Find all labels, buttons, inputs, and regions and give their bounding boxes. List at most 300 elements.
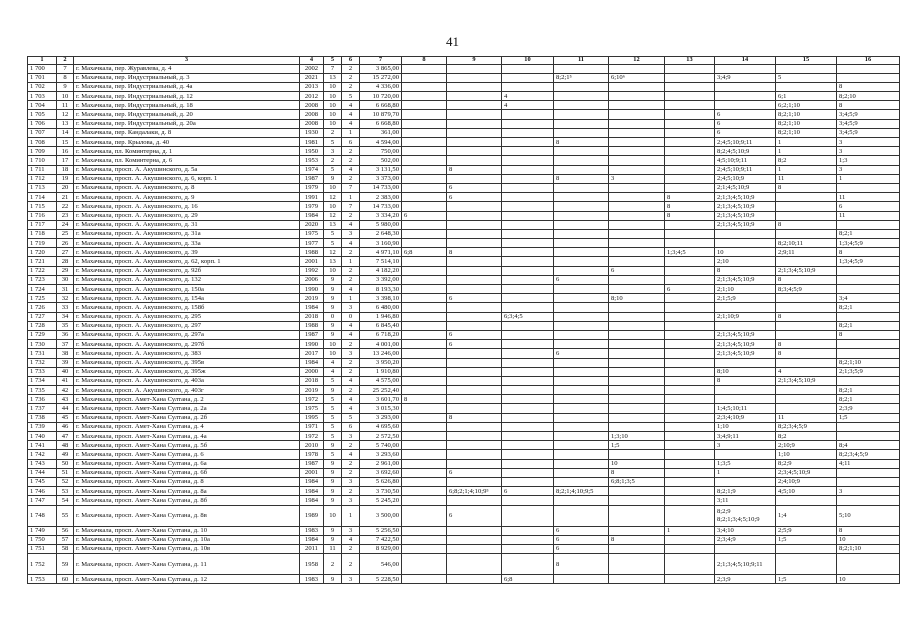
- table-cell-col-14: [715, 82, 776, 91]
- table-cell-col-1: 1 711: [28, 165, 57, 174]
- table-cell-col-7: 3 293,00: [360, 413, 402, 422]
- table-cell-col-14: [715, 64, 776, 73]
- table-cell-col-6: 2: [342, 487, 360, 496]
- table-cell-col-6: 0: [342, 312, 360, 321]
- table-cell-col-1: 1 748: [28, 505, 57, 526]
- table-cell-col-7: 4 001,00: [360, 340, 402, 349]
- header-row: [28, 57, 900, 65]
- table-cell-col-13: [665, 376, 715, 385]
- table-cell-col-16: 3;4: [837, 294, 900, 303]
- table-cell-col-15: 8;2: [776, 432, 837, 441]
- table-cell-col-2: 10: [57, 92, 74, 101]
- table-cell-col-2: 12: [57, 110, 74, 119]
- table-cell-col-13: [665, 496, 715, 505]
- table-cell-col-2: 57: [57, 535, 74, 544]
- table-cell-col-5: 9: [324, 459, 342, 468]
- table-row: [28, 544, 900, 553]
- table-cell-col-14: 3;4;9: [715, 73, 776, 82]
- table-cell-col-7: 750,00: [360, 147, 402, 156]
- table-cell-col-12: [609, 275, 665, 284]
- table-cell-col-10: [502, 82, 554, 91]
- table-cell-col-16: 8: [837, 82, 900, 91]
- table-cell-col-5: 3: [324, 147, 342, 156]
- table-cell-col-13: 1;3;4;5: [665, 248, 715, 257]
- table-cell-col-13: [665, 73, 715, 82]
- table-cell-col-12: [609, 183, 665, 192]
- table-cell-col-3: г. Махачкала, просп. А. Акушинского, д. 150а: [74, 285, 300, 294]
- table-cell-col-12: [609, 165, 665, 174]
- table-cell-col-8: [402, 358, 447, 367]
- table-cell-col-3: г. Махачкала, просп. Амет-Хана Султана, д. 4а: [74, 432, 300, 441]
- table-cell-col-2: 9: [57, 82, 74, 91]
- table-row: [28, 468, 900, 477]
- table-cell-col-15: [776, 64, 837, 73]
- table-cell-col-7: 3 601,70: [360, 395, 402, 404]
- table-cell-col-16: 3: [837, 165, 900, 174]
- table-cell-col-1: 1 720: [28, 248, 57, 257]
- table-cell-col-2: 35: [57, 321, 74, 330]
- table-cell-col-3: г. Махачкала, просп. Амет-Хана Султана, д. 4: [74, 422, 300, 431]
- table-cell-col-8: [402, 450, 447, 459]
- table-cell-col-4: 2017: [300, 349, 324, 358]
- table-row: [28, 128, 900, 137]
- table-cell-col-15: 2;4;10;9: [776, 477, 837, 486]
- table-cell-col-7: 5 980,00: [360, 220, 402, 229]
- table-cell-col-3: г. Махачкала, просп. Амет-Хана Султана, д. 10в: [74, 544, 300, 553]
- table-cell-col-14: 2;1;10;9: [715, 312, 776, 321]
- table-cell-col-16: 8: [837, 101, 900, 110]
- table-cell-col-16: 8;2;1: [837, 229, 900, 238]
- table-cell-col-4: 1974: [300, 165, 324, 174]
- table-cell-col-10: [502, 248, 554, 257]
- table-cell-col-3: г. Махачкала, просп. А. Акушинского, д. 403г: [74, 386, 300, 395]
- table-cell-col-4: 1987: [300, 459, 324, 468]
- table-cell-col-5: 10: [324, 349, 342, 358]
- table-cell-col-8: [402, 321, 447, 330]
- table-cell-col-7: 6 718,20: [360, 330, 402, 339]
- table-cell-col-14: 8: [715, 266, 776, 275]
- table-row: [28, 367, 900, 376]
- table-cell-col-14: 2;1;3;4;5;10;9: [715, 202, 776, 211]
- table-cell-col-7: 3 500,00: [360, 505, 402, 526]
- table-cell-col-16: 6: [837, 202, 900, 211]
- table-cell-col-4: 1983: [300, 526, 324, 535]
- table-cell-col-7: 4 182,20: [360, 266, 402, 275]
- table-cell-col-8: [402, 229, 447, 238]
- table-cell-col-12: [609, 229, 665, 238]
- table-cell-col-4: 1987: [300, 174, 324, 183]
- table-cell-col-1: 1 725: [28, 294, 57, 303]
- table-cell-col-8: [402, 376, 447, 385]
- table-cell-col-15: 8;2;1;10: [776, 110, 837, 119]
- table-cell-col-8: [402, 544, 447, 553]
- table-cell-col-16: 2;1;3;5;9: [837, 367, 900, 376]
- table-cell-col-15: [776, 294, 837, 303]
- table-cell-col-2: 48: [57, 441, 74, 450]
- table-row: [28, 156, 900, 165]
- table-cell-col-6: 6: [342, 138, 360, 147]
- table-cell-col-16: 8;2;1: [837, 303, 900, 312]
- table-cell-col-9: [447, 266, 502, 275]
- table-cell-col-5: 9: [324, 294, 342, 303]
- table-cell-col-8: [402, 239, 447, 248]
- table-cell-col-5: 9: [324, 303, 342, 312]
- table-cell-col-2: 17: [57, 156, 74, 165]
- table-cell-col-3: г. Махачкала, просп. А. Акушинского, д. 297б: [74, 340, 300, 349]
- table-cell-col-15: [776, 395, 837, 404]
- table-cell-col-7: 1 946,80: [360, 312, 402, 321]
- table-cell-col-12: [609, 147, 665, 156]
- table-cell-col-15: [776, 303, 837, 312]
- table-cell-col-15: 8;2: [776, 156, 837, 165]
- table-cell-col-1: 1 747: [28, 496, 57, 505]
- table-cell-col-14: 4;5;10;9;11: [715, 156, 776, 165]
- table-cell-col-16: 5;10: [837, 505, 900, 526]
- table-cell-col-8: [402, 477, 447, 486]
- table-cell-col-16: 1;5: [837, 413, 900, 422]
- table-cell-col-1: 1 710: [28, 156, 57, 165]
- table-cell-col-2: 28: [57, 257, 74, 266]
- table-cell-col-9: [447, 450, 502, 459]
- table-cell-col-7: 10 720,00: [360, 92, 402, 101]
- table-cell-col-10: [502, 193, 554, 202]
- table-row: [28, 193, 900, 202]
- table-cell-col-16: [837, 183, 900, 192]
- table-cell-col-2: 19: [57, 174, 74, 183]
- table-cell-col-13: [665, 535, 715, 544]
- table-cell-col-5: 10: [324, 505, 342, 526]
- table-cell-col-15: 1;4: [776, 505, 837, 526]
- table-cell-col-6: 2: [342, 156, 360, 165]
- table-cell-col-8: [402, 404, 447, 413]
- table-cell-col-3: г. Махачкала, просп. Амет-Хана Султана, д. 2: [74, 395, 300, 404]
- table-cell-col-5: 9: [324, 575, 342, 584]
- table-cell-col-12: [609, 575, 665, 584]
- table-cell-col-4: 2008: [300, 110, 324, 119]
- table-cell-col-4: 2006: [300, 275, 324, 284]
- table-cell-col-6: 4: [342, 395, 360, 404]
- table-cell-col-14-extra: 8;2;1;3;4;5;10;9: [717, 515, 760, 523]
- column-header-6: 6: [342, 57, 360, 65]
- table-cell-col-13: [665, 92, 715, 101]
- table-cell-col-2: 18: [57, 165, 74, 174]
- table-cell-col-15: 1: [776, 147, 837, 156]
- table-cell-col-1: 1 718: [28, 229, 57, 238]
- table-cell-col-15: 1;5: [776, 535, 837, 544]
- table-row: [28, 239, 900, 248]
- table-cell-col-6: 2: [342, 275, 360, 284]
- table-cell-col-12: [609, 128, 665, 137]
- table-cell-col-4: 2021: [300, 73, 324, 82]
- column-header-13: 13: [665, 57, 715, 65]
- table-cell-col-11: [554, 257, 609, 266]
- table-cell-col-13: [665, 544, 715, 553]
- column-header-10: 10: [502, 57, 554, 65]
- table-cell-col-10: [502, 202, 554, 211]
- table-cell-col-8: [402, 526, 447, 535]
- table-cell-col-8: [402, 82, 447, 91]
- table-cell-col-8: [402, 128, 447, 137]
- table-cell-col-11: [554, 239, 609, 248]
- table-cell-col-15: 4: [776, 367, 837, 376]
- table-cell-col-16: 8: [837, 330, 900, 339]
- table-cell-col-5: 5: [324, 165, 342, 174]
- column-header-15: 15: [776, 57, 837, 65]
- table-cell-col-11: [554, 156, 609, 165]
- table-cell-col-11: 6: [554, 275, 609, 284]
- table-cell-col-16: 8;2;10: [837, 92, 900, 101]
- table-cell-col-12: [609, 395, 665, 404]
- table-cell-col-4: 2012: [300, 92, 324, 101]
- table-cell-col-12: [609, 285, 665, 294]
- table-cell-col-11: [554, 119, 609, 128]
- table-cell-col-15: 8;2;1;10: [776, 119, 837, 128]
- table-row: [28, 64, 900, 73]
- table-cell-col-8: [402, 92, 447, 101]
- table-cell-col-13: 6: [665, 285, 715, 294]
- table-cell-col-10: [502, 220, 554, 229]
- table-cell-col-11: 6: [554, 535, 609, 544]
- table-cell-col-1: 1 709: [28, 147, 57, 156]
- table-cell-col-1: 1 727: [28, 312, 57, 321]
- table-cell-col-3: г. Махачкала, просп. А. Акушинского, д. 31а: [74, 229, 300, 238]
- table-cell-col-4: 1984: [300, 535, 324, 544]
- table-row: [28, 138, 900, 147]
- table-cell-col-8: [402, 535, 447, 544]
- table-cell-col-11: [554, 193, 609, 202]
- table-cell-col-5: 9: [324, 496, 342, 505]
- table-cell-col-14: 2;4;5;10;9;11: [715, 165, 776, 174]
- table-cell-col-15: 1;5: [776, 575, 837, 584]
- table-cell-col-6: 2: [342, 82, 360, 91]
- table-cell-col-5: 10: [324, 101, 342, 110]
- table-cell-col-14: 8;2;9 8;2;1;3;4;5;10;9: [715, 505, 776, 526]
- table-row: [28, 349, 900, 358]
- table-cell-col-12: [609, 220, 665, 229]
- table-cell-col-11: [554, 395, 609, 404]
- table-cell-col-15: 8: [776, 312, 837, 321]
- table-row: [28, 202, 900, 211]
- table-cell-col-9: [447, 535, 502, 544]
- table-row: [28, 459, 900, 468]
- table-cell-col-11: [554, 312, 609, 321]
- table-cell-col-9: 8: [447, 248, 502, 257]
- table-cell-col-13: [665, 330, 715, 339]
- table-cell-col-2: 52: [57, 477, 74, 486]
- table-cell-col-11: [554, 82, 609, 91]
- table-cell-col-8: [402, 193, 447, 202]
- table-cell-col-10: [502, 376, 554, 385]
- table-cell-col-6: 2: [342, 266, 360, 275]
- table-cell-col-12: [609, 110, 665, 119]
- table-cell-col-3: г. Махачкала, просп. Амет-Хана Султана, д. 10а: [74, 535, 300, 544]
- table-cell-col-7: 5 740,00: [360, 441, 402, 450]
- table-cell-col-8: [402, 119, 447, 128]
- table-cell-col-5: 9: [324, 468, 342, 477]
- table-cell-col-4: 1990: [300, 340, 324, 349]
- table-cell-col-3: г. Махачкала, просп. А. Акушинского, д. 31: [74, 220, 300, 229]
- table-row: [28, 294, 900, 303]
- page-number: 41: [446, 34, 459, 49]
- table-cell-col-7: 2 961,00: [360, 459, 402, 468]
- table-cell-col-8: [402, 183, 447, 192]
- table-cell-col-6: 3: [342, 496, 360, 505]
- table-cell-col-13: [665, 477, 715, 486]
- table-cell-col-16: 11: [837, 193, 900, 202]
- table-cell-col-6: 2: [342, 544, 360, 553]
- table-cell-col-2: 13: [57, 119, 74, 128]
- table-cell-col-4: 1972: [300, 432, 324, 441]
- table-cell-col-11: 8;2;1⁵: [554, 73, 609, 82]
- table-cell-col-1: 1 716: [28, 211, 57, 220]
- table-cell-col-3: г. Махачкала, пер. Индустриальный, д. 20а: [74, 119, 300, 128]
- table-cell-col-16: 4;11: [837, 459, 900, 468]
- table-cell-col-2: 42: [57, 386, 74, 395]
- table-cell-col-7: 546,00: [360, 554, 402, 575]
- table-cell-col-4: 1984: [300, 211, 324, 220]
- table-cell-col-14: 8: [715, 376, 776, 385]
- table-cell-col-4: 1971: [300, 422, 324, 431]
- table-cell-col-8: [402, 64, 447, 73]
- table-cell-col-7: 15 272,00: [360, 73, 402, 82]
- table-cell-col-4: 1975: [300, 404, 324, 413]
- table-cell-col-6: 4: [342, 110, 360, 119]
- table-cell-col-11: [554, 575, 609, 584]
- table-cell-col-7: 2 648,30: [360, 229, 402, 238]
- table-cell-col-14: 2;1;3;4;5;10;9;11: [715, 554, 776, 575]
- table-cell-col-6: 3: [342, 477, 360, 486]
- table-cell-col-10: [502, 211, 554, 220]
- table-cell-col-10: [502, 367, 554, 376]
- table-cell-col-12: [609, 386, 665, 395]
- table-cell-col-14: 1;4;5;10;11: [715, 404, 776, 413]
- table-row: [28, 330, 900, 339]
- table-cell-col-4: 2011: [300, 544, 324, 553]
- table-cell-col-7: 2 572,50: [360, 432, 402, 441]
- table-cell-col-6: 3: [342, 432, 360, 441]
- table-cell-col-1: 1 740: [28, 432, 57, 441]
- table-cell-col-9: 6: [447, 340, 502, 349]
- table-cell-col-6: 2: [342, 459, 360, 468]
- table-cell-col-16: 3: [837, 138, 900, 147]
- table-cell-col-15: 8: [776, 275, 837, 284]
- table-cell-col-13: [665, 441, 715, 450]
- table-cell-col-10: [502, 183, 554, 192]
- table-cell-col-1: 1 738: [28, 413, 57, 422]
- table-cell-col-15: 1;10: [776, 450, 837, 459]
- table-cell-col-16: 8;4: [837, 441, 900, 450]
- table-cell-col-14: 3;4;9;11: [715, 432, 776, 441]
- table-cell-col-15: 11: [776, 174, 837, 183]
- table-cell-col-5: 12: [324, 248, 342, 257]
- table-cell-col-13: [665, 138, 715, 147]
- table-cell-col-2: 45: [57, 413, 74, 422]
- table-cell-col-4: 2019: [300, 294, 324, 303]
- table-cell-col-10: [502, 477, 554, 486]
- table-cell-col-7: 3 293,60: [360, 450, 402, 459]
- table-cell-col-13: [665, 395, 715, 404]
- table-cell-col-16: 2;3;9: [837, 404, 900, 413]
- table-cell-col-14: 2;3;9: [715, 575, 776, 584]
- table-cell-col-16: 3: [837, 147, 900, 156]
- table-cell-col-16: 3;4;5;9: [837, 119, 900, 128]
- table-cell-col-10: [502, 340, 554, 349]
- table-cell-col-5: 5: [324, 239, 342, 248]
- table-row: [28, 404, 900, 413]
- table-cell-col-4: 1979: [300, 183, 324, 192]
- table-cell-col-15: 8;2;9: [776, 459, 837, 468]
- table-cell-col-13: [665, 450, 715, 459]
- table-cell-col-2: 32: [57, 294, 74, 303]
- table-cell-col-7: 8 929,00: [360, 544, 402, 553]
- table-cell-col-12: [609, 496, 665, 505]
- table-cell-col-1: 1 707: [28, 128, 57, 137]
- table-cell-col-8: [402, 422, 447, 431]
- table-cell-col-3: г. Махачкала, просп. Амет-Хана Султана, д. 2а: [74, 404, 300, 413]
- table-cell-col-3: г. Махачкала, просп. Амет-Хана Султана, д. 11: [74, 554, 300, 575]
- table-cell-col-4: 1930: [300, 128, 324, 137]
- table-cell-col-1: 1 745: [28, 477, 57, 486]
- table-cell-col-2: 7: [57, 64, 74, 73]
- table-cell-col-9: 6;8;2;1;4;10;9⁵: [447, 487, 502, 496]
- table-cell-col-9: 6: [447, 183, 502, 192]
- table-cell-col-10: 4: [502, 92, 554, 101]
- table-row: [28, 183, 900, 192]
- table-cell-col-9: [447, 92, 502, 101]
- table-cell-col-11: [554, 505, 609, 526]
- table-cell-col-8: [402, 496, 447, 505]
- table-cell-col-13: [665, 165, 715, 174]
- table-cell-col-9: [447, 321, 502, 330]
- table-cell-col-2: 43: [57, 395, 74, 404]
- table-cell-col-8: [402, 340, 447, 349]
- table-cell-col-11: 8;2;1;4;10;9;5: [554, 487, 609, 496]
- table-cell-col-8: [402, 432, 447, 441]
- table-cell-col-11: [554, 285, 609, 294]
- table-cell-col-2: 33: [57, 303, 74, 312]
- table-cell-col-2: 16: [57, 147, 74, 156]
- table-cell-col-6: 7: [342, 202, 360, 211]
- table-cell-col-14: [715, 92, 776, 101]
- table-cell-col-4: 1987: [300, 330, 324, 339]
- table-cell-col-14: 2;1;3;4;5;10;9: [715, 340, 776, 349]
- table-cell-col-1: 1 729: [28, 330, 57, 339]
- table-cell-col-8: [402, 554, 447, 575]
- table-cell-col-7: 7 422,50: [360, 535, 402, 544]
- table-cell-col-2: 54: [57, 496, 74, 505]
- table-cell-col-3: г. Махачкала, просп. Амет-Хана Султана, д. 6б: [74, 468, 300, 477]
- table-cell-col-1: 1 751: [28, 544, 57, 553]
- table-row: [28, 101, 900, 110]
- table-cell-col-4: 2020: [300, 220, 324, 229]
- table-cell-col-2: 46: [57, 422, 74, 431]
- table-cell-col-1: 1 749: [28, 526, 57, 535]
- table-row: [28, 119, 900, 128]
- table-cell-col-1: 1 706: [28, 119, 57, 128]
- table-cell-col-6: 2: [342, 73, 360, 82]
- table-cell-col-2: 36: [57, 330, 74, 339]
- table-row: [28, 432, 900, 441]
- table-cell-col-16: [837, 275, 900, 284]
- table-cell-col-13: 8: [665, 193, 715, 202]
- table-cell-col-3: г. Махачкала, просп. А. Акушинского, д. 5а: [74, 165, 300, 174]
- table-cell-col-16: 8: [837, 248, 900, 257]
- table-cell-col-14: 2;1;5;9: [715, 294, 776, 303]
- table-cell-col-5: 4: [324, 367, 342, 376]
- table-cell-col-6: 4: [342, 404, 360, 413]
- table-cell-col-7: 5 626,80: [360, 477, 402, 486]
- table-cell-col-12: [609, 303, 665, 312]
